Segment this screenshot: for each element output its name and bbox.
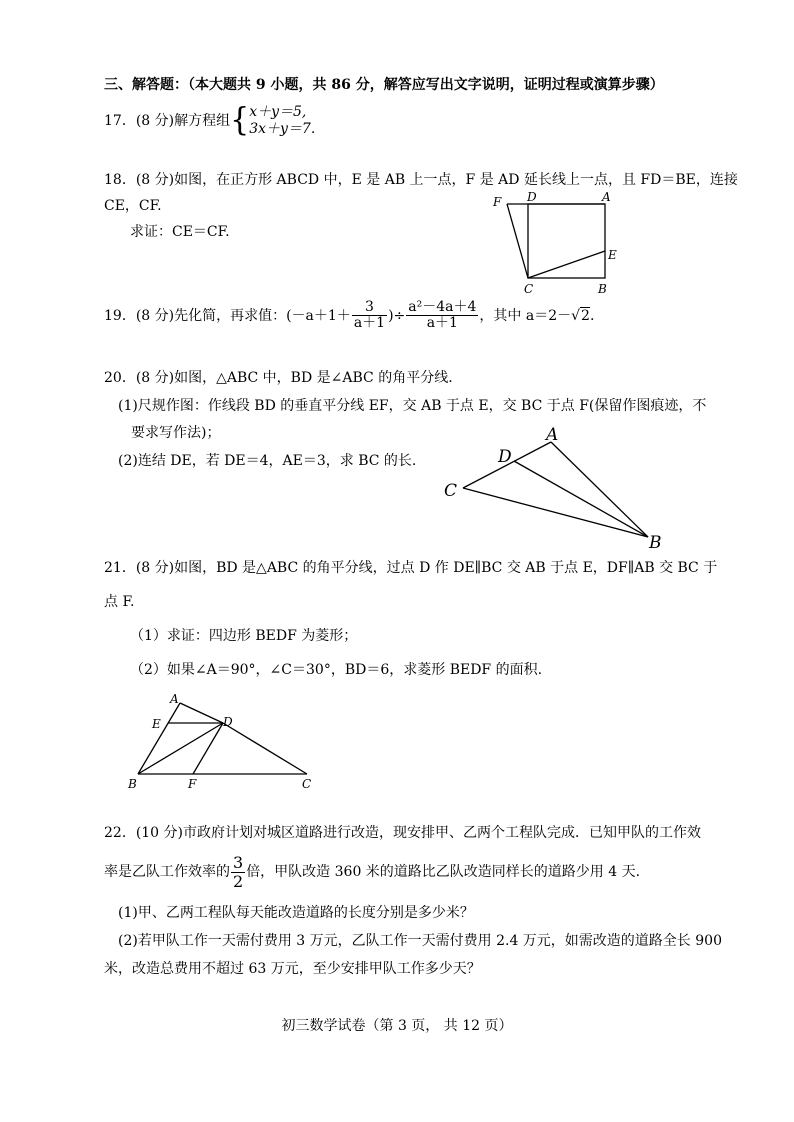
q21-line2: 点 F. [104, 594, 135, 610]
q19-suffix: ，其中 a＝2－ [479, 307, 572, 324]
q22-part2-line2: 米，改造总费用不超过 63 万元，至少安排甲队工作多少天？ [104, 961, 481, 977]
q17-eq2: 3x＋y＝7. [249, 120, 316, 137]
q18-label-f: F [493, 195, 502, 209]
q21-label-a: A [170, 692, 179, 706]
q18-label-c: C [524, 282, 534, 296]
q19-prefix: 19．(8 分)先化简，再求值：(－a＋1＋ [104, 307, 351, 324]
q18-segment-fc [507, 204, 528, 278]
q17-text: 解方程组 [174, 112, 231, 129]
q21-figure [120, 688, 320, 793]
q22-line1: 22．(10 分)市政府计划对城区道路进行改造，现安排甲、乙两个工程队完成．已知甲队的工作效 [104, 825, 702, 841]
q22-line2 [104, 854, 640, 890]
page-footer: 初三数学试卷（第 3 页， 共 12 页） [281, 1018, 513, 1034]
q21-segment-ad [180, 703, 223, 723]
q17-system [249, 104, 315, 138]
q18-label-e: E [608, 248, 617, 262]
q21-line1: 21．(8 分)如图，BD 是△ABC 的角平分线，过点 D 作 DE∥BC 交 AB 于点 E，DF∥AB 交 BC 于 [104, 560, 718, 576]
q21-part2: （2）如果∠A＝90°，∠C＝30°，BD＝6，求菱形 BEDF 的面积. [130, 662, 543, 678]
q18-segment-ce [528, 251, 605, 278]
q20-line1: 20．(8 分)如图，△ABC 中，BD 是∠ABC 的角平分线. [104, 370, 453, 386]
q21-label-b: B [128, 777, 137, 791]
q20-part1-line1: (1)尺规作图：作线段 BD 的垂直平分线 EF，交 AB 于点 E，交 BC 于点 F(保留作图痕迹，不 [118, 398, 707, 414]
q18-line2: CE，CF. [104, 198, 162, 214]
q19-sqrt-sign: √ [571, 307, 581, 324]
q21-label-f: F [188, 777, 197, 791]
q20-figure [438, 420, 668, 550]
q21-segment-dc [223, 723, 307, 774]
q17-number: 17．(8 分) [104, 112, 175, 129]
q20-segment-cb [463, 488, 648, 537]
q20-label-d: D [498, 447, 512, 467]
q22-part1: (1)甲、乙两工程队每天能改造道路的长度分别是多少米？ [118, 905, 474, 921]
q18-figure [485, 188, 625, 300]
q21-label-c: C [302, 777, 312, 791]
q22-line2-post: 倍，甲队改造 360 米的道路比乙队改造同样长的道路少用 4 天. [246, 864, 641, 881]
q20-label-b: B [649, 533, 662, 550]
section-header: 三、解答题：（本大题共 9 小题，共 86 分，解答应写出文字说明，证明过程或演算步骤） [104, 77, 664, 93]
q17-eq1: x＋y＝5, [249, 104, 307, 120]
q22-fraction [231, 854, 245, 890]
q21-label-d: D [223, 715, 233, 729]
q21-segment-fd [193, 723, 223, 774]
q19-fraction-1 [352, 300, 387, 332]
q21-segment-bd [138, 723, 223, 774]
q21-part1: （1）求证：四边形 BEDF 为菱形； [130, 628, 358, 644]
q19-fraction-2 [406, 300, 478, 332]
q19-frac2-num: a²－4a＋4 [408, 299, 477, 315]
q19-sqrt-value: 2 [581, 307, 590, 324]
question-17 [104, 101, 316, 139]
q20-label-a: A [546, 425, 559, 445]
q19-frac1-num: 3 [352, 300, 387, 316]
q19-frac1-den: a＋1 [353, 315, 386, 332]
q20-segment-bd [514, 461, 648, 537]
q18-label-a: A [602, 190, 611, 204]
q19-mid: )÷ [388, 307, 406, 324]
q18-label-b: B [598, 282, 607, 296]
q19-end: . [589, 307, 595, 324]
q21-label-e: E [152, 717, 161, 731]
q22-frac-den: 2 [233, 871, 244, 891]
q18-line1: 18．(8 分)如图，在正方形 ABCD 中，E 是 AB 上一点，F 是 AD 延长线上一点，且 FD＝BE，连接 [104, 172, 738, 188]
q21-segment-ab [138, 703, 180, 774]
question-19 [104, 300, 594, 332]
q17-brace: { [230, 101, 250, 139]
q20-part2: (2)连结 DE，若 DE＝4，AE＝3，求 BC 的长. [118, 453, 417, 469]
q18-label-d: D [527, 190, 537, 204]
q22-part2-line1: (2)若甲队工作一天需付费用 3 万元，乙队工作一天需付费用 2.4 万元，如需改造的道路全长 900 [118, 933, 722, 949]
q19-frac2-den: a＋1 [426, 315, 458, 332]
q20-label-c: C [444, 481, 458, 501]
q20-part1-line2: 要求写作法)； [131, 425, 221, 441]
q18-prove: 求证：CE＝CF. [130, 224, 230, 240]
q18-square-abcd [528, 204, 605, 278]
q22-line2-pre: 率是乙队工作效率的 [104, 864, 230, 881]
q22-frac-num: 3 [233, 853, 244, 872]
